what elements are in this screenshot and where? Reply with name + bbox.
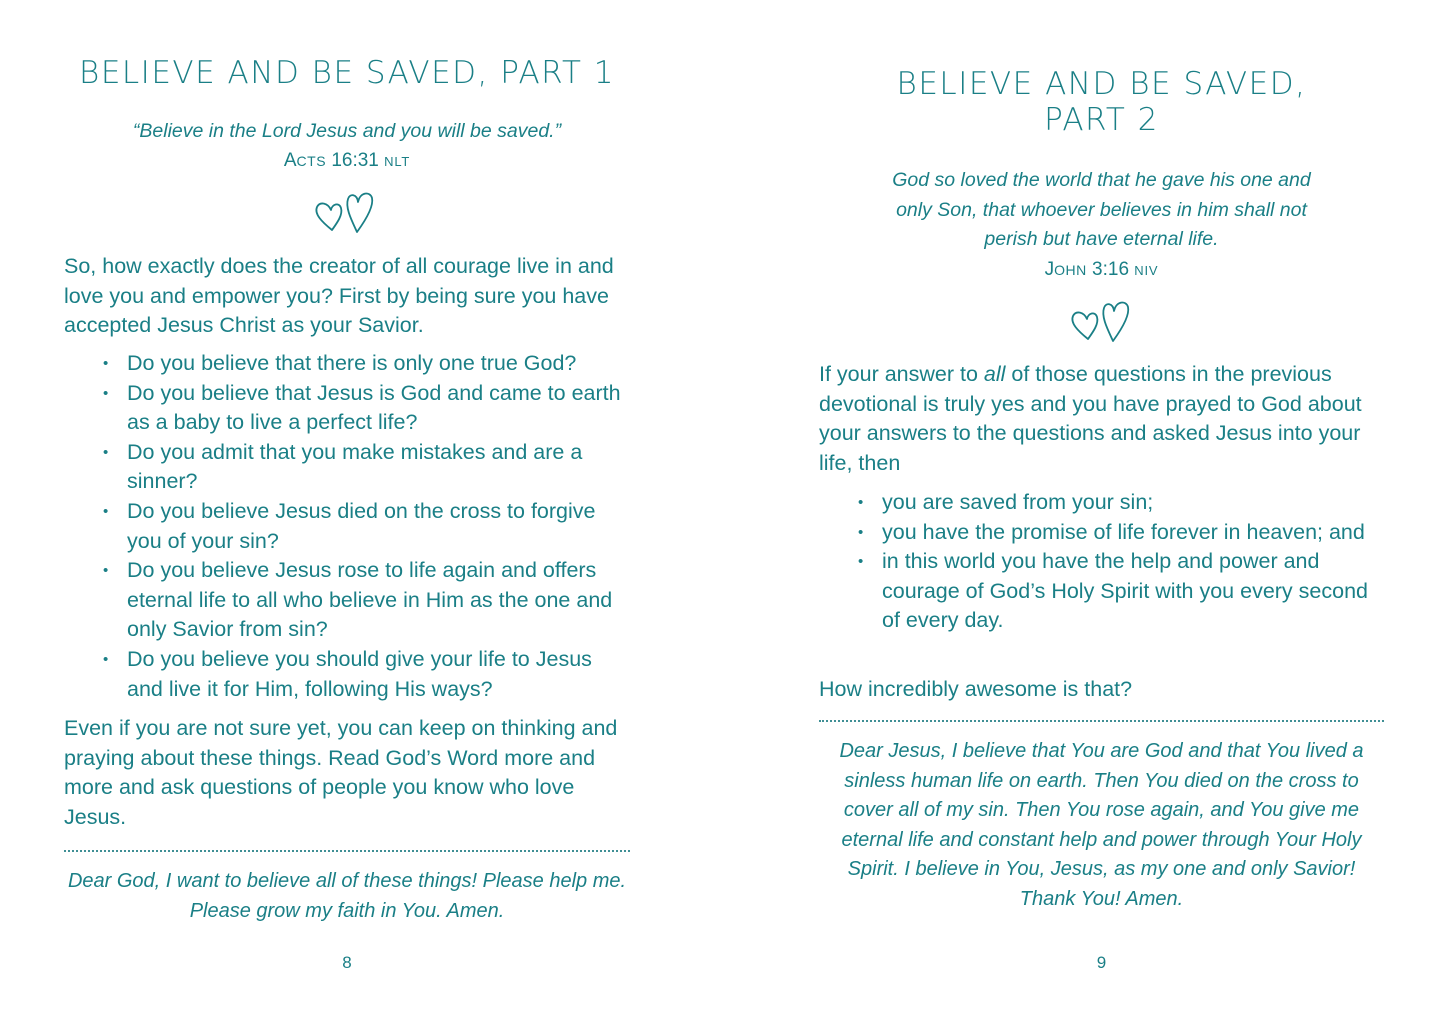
list-item: • you have the promise of life forever in heaven; and: [857, 518, 1384, 548]
intro-text-end: of those questions in the previous devotional is truly yes and you have prayed to God about your answers to the questions and asked Jesus into your life, then: [819, 362, 1362, 475]
reference-chapter-verse: 16:31: [331, 150, 379, 171]
dotted-divider: [64, 850, 630, 852]
scripture-verse: God so loved the world that he gave his one and only Son, that whoever believes in him shall not perish but have eternal life.: [892, 169, 1311, 250]
scripture-reference: [64, 149, 630, 174]
prayer-text: Dear God, I want to believe all of these things! Please help me. Please grow my faith in You. Amen.: [67, 870, 627, 922]
intro-paragraph: [819, 360, 1384, 478]
scripture-reference: [819, 258, 1384, 283]
dotted-divider: [819, 720, 1384, 722]
reference-book-rest: OHN: [1054, 262, 1087, 278]
reference-book-initial: J: [1044, 259, 1055, 280]
list-item: • Do you believe you should give your life to Jesus and live it for Him, following His ways?: [102, 645, 630, 704]
reference-book-rest: CTS: [296, 153, 327, 169]
left-page: [64, 0, 630, 1020]
question-list: [102, 349, 630, 704]
page-title: BELIEVE AND BE SAVED, PART 1: [79, 55, 615, 91]
list-item: • you are saved from your sin;: [857, 488, 1384, 518]
reference-version: NIV: [1134, 263, 1159, 278]
page-number: 9: [1096, 953, 1107, 972]
list-item: • Do you believe Jesus rose to life again and offers eternal life to all who believe in Him as the one and only Savior from sin?: [102, 556, 630, 645]
list-item: • Do you believe that Jesus is God and came to earth as a baby to live a perfect life?: [102, 379, 630, 438]
prayer-text: Dear Jesus, I believe that You are God and that You lived a sinless human life on earth. Then You died on the cross to cover all of my sin. Then You rose again, and You give me eternal life and constant help and power through Your Holy Spirit. I believe in You, Jesus, as my one and only Savior! Thank You! Amen.: [839, 740, 1364, 910]
reference-version: NLT: [384, 154, 411, 169]
reference-chapter-verse: 3:16: [1092, 259, 1130, 280]
page-title-line-1: BELIEVE AND BE SAVED,: [896, 66, 1307, 102]
closing-paragraph: Even if you are not sure yet, you can keep on thinking and praying about these things. Read God’s Word more and more and ask questions of people you know who love Jesus.: [64, 716, 618, 829]
page-title-line-2: PART 2: [1044, 102, 1159, 138]
hearts-icon: [312, 188, 382, 236]
intro-paragraph: So, how exactly does the creator of all courage live in and love you and empower you? First by being sure you have accepted Jesus Christ as your Savior.: [64, 254, 614, 338]
list-item: • Do you believe that there is only one true God?: [102, 349, 630, 379]
intro-text-start: If your answer to: [819, 362, 984, 386]
page-number: 8: [342, 953, 352, 972]
blessing-list: [857, 488, 1384, 636]
reference-book-initial: A: [283, 150, 297, 171]
page-title: [819, 66, 1384, 138]
hearts-icon: [1068, 297, 1138, 345]
intro-emphasis: all: [983, 362, 1006, 386]
list-item: • Do you admit that you make mistakes and are a sinner?: [102, 438, 630, 497]
right-page: [819, 0, 1384, 1020]
scripture-verse: “Believe in the Lord Jesus and you will be saved.”: [132, 120, 562, 142]
closing-paragraph: How incredibly awesome is that?: [819, 677, 1133, 701]
list-item: • in this world you have the help and power and courage of God’s Holy Spirit with you every second of every day.: [857, 547, 1384, 636]
list-item: • Do you believe Jesus died on the cross to forgive you of your sin?: [102, 497, 630, 556]
